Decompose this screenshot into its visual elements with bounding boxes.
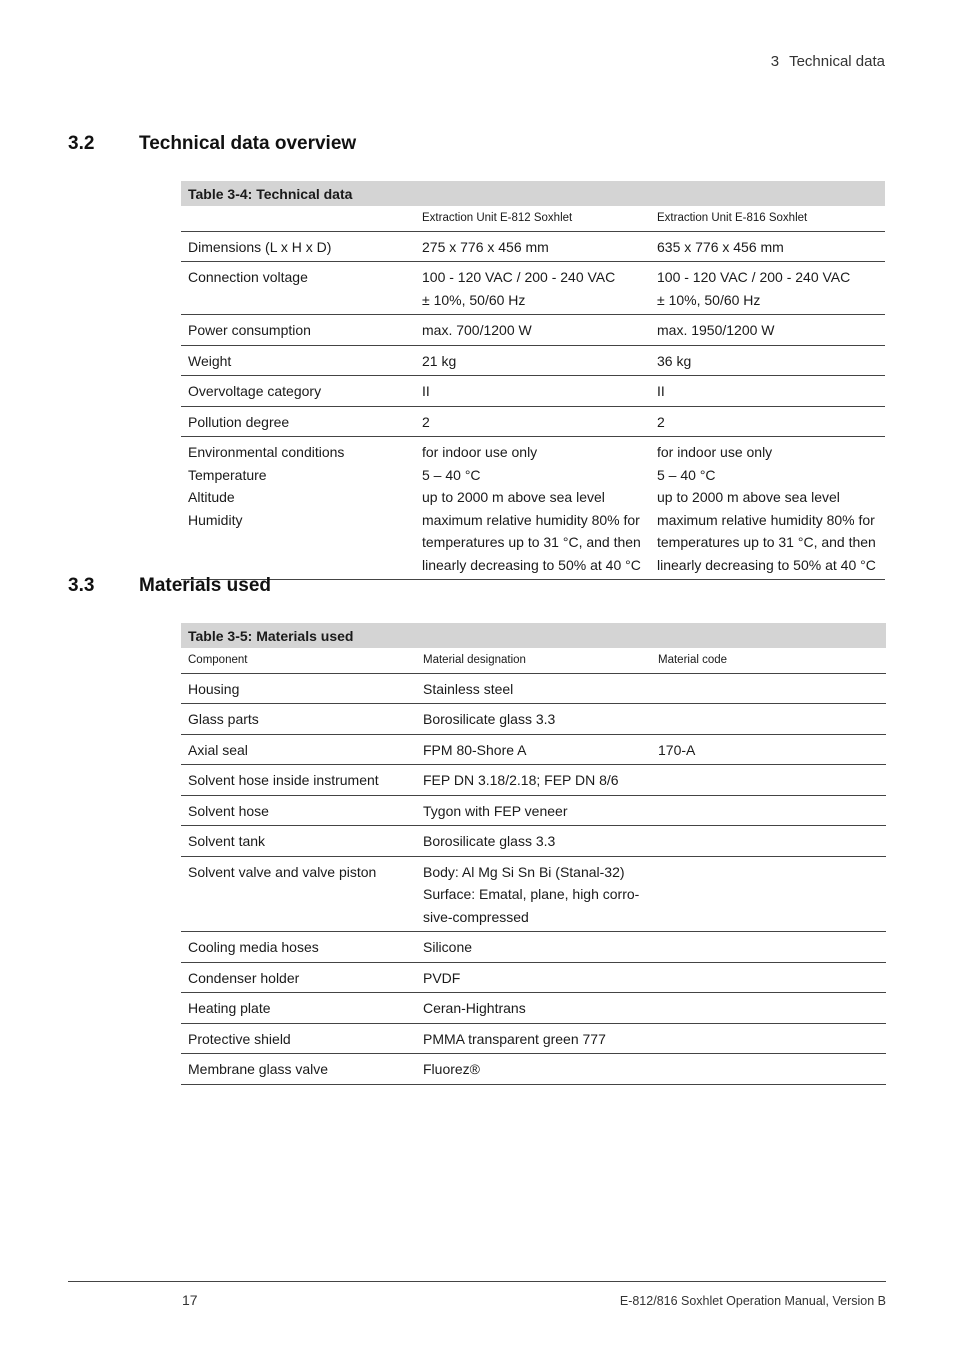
section-heading-technical-data [68,133,356,155]
column-header: Component [181,648,416,673]
table-cell [181,734,416,765]
cell-line: Borosilicate glass 3.3 [423,711,556,727]
cell-line: linearly decreasing to 50% at 40 °C [422,556,641,573]
table-cell [651,993,886,1024]
table-cell [650,437,885,580]
cell-line: Surface: Ematal, plane, high corro- [423,886,640,902]
table-cell [651,932,886,963]
table-cell [415,406,650,437]
cell-line: Dimensions (L x H x D) [188,238,332,255]
table-row [181,765,886,796]
table-cell [181,437,415,580]
running-header [771,53,885,70]
table-cell [415,437,650,580]
cell-line: linearly decreasing to 50% at 40 °C [657,556,876,573]
table-cell [650,406,885,437]
cell-line: 5 – 40 °C [657,466,716,483]
table-cell [181,795,416,826]
table-cell [651,826,886,857]
table-caption: Table 3-4: Technical data [181,181,885,206]
table-cell [181,826,416,857]
table-cell [181,1054,416,1085]
table-cell [181,1023,416,1054]
table-cell [416,1023,651,1054]
section-title: Technical data overview [139,133,357,154]
column-header: Extraction Unit E-816 Soxhlet [650,206,885,231]
cell-line: Borosilicate glass 3.3 [423,833,556,849]
cell-line: FEP DN 3.18/2.18; FEP DN 8/6 [423,772,619,788]
cell-line: Condenser holder [188,969,300,986]
table-cell [181,376,415,407]
table-row [181,406,885,437]
cell-line: Silicone [423,939,473,955]
table-caption-row [181,623,886,648]
table-cell [416,856,651,932]
table-row [181,826,886,857]
cell-line: 275 x 776 x 456 mm [422,238,549,255]
page-number: 17 [182,1292,198,1308]
table-cell [415,345,650,376]
cell-line: up to 2000 m above sea level [422,489,605,505]
cell-line: maximum relative humidity 80% for [657,511,875,528]
cell-line: Pollution degree [188,413,290,430]
cell-line: Stainless steel [423,680,514,697]
section-heading-materials [68,575,271,597]
cell-line: Protective shield [188,1030,291,1047]
table-cell [181,315,415,346]
cell-line: sive-compressed [423,908,529,925]
table-cell [415,315,650,346]
cell-line: Overvoltage category [188,383,322,399]
cell-line: Housing [188,680,240,697]
table-cell [416,993,651,1024]
table-cell [181,704,416,735]
cell-line: Connection voltage [188,269,308,285]
table-cell [650,345,885,376]
cell-line: 100 - 120 VAC / 200 - 240 VAC [657,269,851,285]
cell-line: Solvent valve and valve piston [188,863,377,880]
table-cell [416,734,651,765]
cell-line: ± 10%, 50/60 Hz [657,291,761,308]
cell-line: ± 10%, 50/60 Hz [422,291,526,308]
cell-line: II [422,383,430,399]
cell-line: II [657,383,665,399]
table-row [181,262,885,315]
cell-line: 2 [422,413,430,430]
cell-line: Membrane glass valve [188,1061,329,1077]
table-caption: Table 3-5: Materials used [181,623,886,648]
cell-line: Solvent tank [188,833,266,849]
table-cell [181,765,416,796]
table-cell [181,673,416,704]
cell-line: maximum relative humidity 80% for [422,511,640,528]
cell-line: Environmental conditions [188,444,345,460]
table-column-header-row [181,206,885,231]
column-header: Extraction Unit E-812 Soxhlet [415,206,650,231]
cell-line: 2 [657,413,665,430]
cell-line: Altitude [188,489,235,505]
cell-line: 170-A [658,741,696,758]
table-row [181,932,886,963]
table-cell [651,856,886,932]
table-cell [181,231,415,262]
table-cell [181,993,416,1024]
cell-line: Tygon with FEP veneer [423,802,568,819]
cell-line: Body: Al Mg Si Sn Bi (Stanal-32) [423,863,625,880]
footer-document-title: E-812/816 Soxhlet Operation Manual, Version B [619,1294,886,1308]
table-cell [415,376,650,407]
cell-line: Solvent hose [188,802,269,819]
table-cell [416,704,651,735]
cell-line: Ceran-Hightrans [423,1000,526,1016]
cell-line: PMMA transparent green 777 [423,1030,606,1047]
table-cell [650,231,885,262]
table-row [181,1054,886,1085]
cell-line: temperatures up to 31 °C, and then [422,534,641,550]
cell-line: for indoor use only [422,444,538,460]
table-row [181,437,885,580]
table-column-header-row [181,648,886,673]
column-header: Material code [651,648,886,673]
table-row [181,704,886,735]
cell-line: PVDF [423,969,461,986]
table-row [181,376,885,407]
table-row [181,231,885,262]
table-row [181,315,885,346]
table-cell [181,406,415,437]
table-cell [415,262,650,315]
table-cell [416,962,651,993]
table-cell [415,231,650,262]
table-cell [651,1023,886,1054]
table-cell [181,932,416,963]
cell-line: Fluorez® [423,1061,480,1077]
table-cell [181,262,415,315]
table-row [181,734,886,765]
table-cell [651,704,886,735]
cell-line: Heating plate [188,1000,271,1016]
cell-line: 100 - 120 VAC / 200 - 240 VAC [422,269,616,285]
table-cell [650,376,885,407]
section-number: 3.2 [68,133,95,154]
table-cell [650,315,885,346]
table-cell [651,962,886,993]
cell-line: max. 700/1200 W [422,322,532,338]
table-cell [416,932,651,963]
footer-rule [68,1281,886,1282]
cell-line: 21 kg [422,352,457,369]
table-row [181,795,886,826]
cell-line: Solvent hose inside instrument [188,772,379,788]
cell-line: temperatures up to 31 °C, and then [657,534,876,550]
cell-line: Temperature [188,466,267,483]
cell-line: max. 1950/1200 W [657,322,775,338]
cell-line: 36 kg [657,352,692,369]
section-title: Materials used [139,575,271,596]
table-cell [416,673,651,704]
table-cell [650,262,885,315]
table-row [181,673,886,704]
column-header [181,206,415,231]
cell-line: for indoor use only [657,444,773,460]
cell-line: Axial seal [188,741,248,758]
table-cell [416,1054,651,1085]
table-cell [416,765,651,796]
table-cell [181,856,416,932]
cell-line: 5 – 40 °C [422,466,481,483]
table-cell [651,765,886,796]
table-cell [651,734,886,765]
table-row [181,993,886,1024]
table-row [181,1023,886,1054]
cell-line: 635 x 776 x 456 mm [657,238,784,255]
table-cell [651,1054,886,1085]
cell-line: Cooling media hoses [188,939,319,955]
table-cell [651,795,886,826]
table-caption-row [181,181,885,206]
cell-line: Humidity [188,511,243,528]
technical-data-table [181,181,885,580]
section-number: 3.3 [68,575,95,596]
table-row [181,345,885,376]
table-cell [181,345,415,376]
table-row [181,962,886,993]
cell-line: Weight [188,352,232,369]
column-header: Material designation [416,648,651,673]
chapter-number: 3 [770,53,780,70]
cell-line: Power consumption [188,322,311,338]
table-cell [651,673,886,704]
materials-used-table [181,623,886,1085]
cell-line: Glass parts [188,711,259,727]
table-row [181,856,886,932]
chapter-title: Technical data [789,53,885,70]
table-cell [416,795,651,826]
table-cell [416,826,651,857]
cell-line: FPM 80-Shore A [423,741,527,758]
table-cell [181,962,416,993]
cell-line: up to 2000 m above sea level [657,489,840,505]
